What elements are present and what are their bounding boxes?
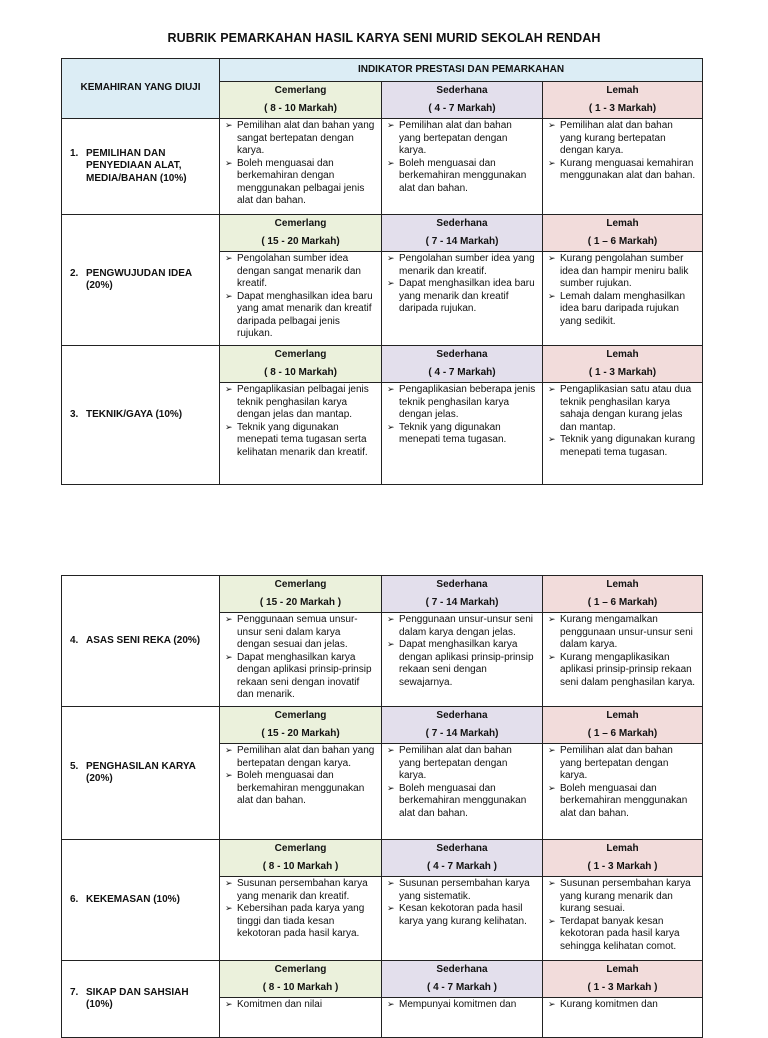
level-lemah: Lemah ( 1 - 3 Markah)	[543, 346, 703, 383]
descriptor-1-sederhana: ➢ Pemilihan alat dan bahan yang bertepatan dengan karya. ➢ Boleh menguasai dan berkemahiran menggunakan alat dan bahan.	[382, 119, 543, 215]
descriptor-5-lemah: ➢ Pemilihan alat dan bahan yang bertepatan dengan karya. ➢ Boleh menguasai dan berkemahiran menggunakan alat dan bahan.	[543, 744, 703, 840]
descriptor-2-sederhana: ➢ Pengolahan sumber idea yang menarik dan kreatif. ➢ Dapat menghasilkan idea baru yang menarik dan kreatif daripada rujukan.	[382, 252, 543, 346]
level-cemerlang: Cemerlang ( 15 - 20 Markah)	[220, 707, 382, 744]
descriptor-1-lemah: ➢ Pemilihan alat dan bahan yang kurang bertepatan dengan karya. ➢ Kurang menguasai kemahiran menggunakan alat dan bahan.	[543, 119, 703, 215]
document-title: RUBRIK PEMARKAHAN HASIL KARYA SENI MURID SEKOLAH RENDAH	[167, 31, 601, 45]
level-lemah: Lemah ( 1 – 6 Markah)	[543, 707, 703, 744]
header-skill: KEMAHIRAN YANG DIUJI	[62, 59, 220, 119]
descriptor-5-sederhana: ➢ Pemilihan alat dan bahan yang bertepatan dengan karya. ➢ Boleh menguasai dan berkemahiran menggunakan alat dan bahan.	[382, 744, 543, 840]
level-cemerlang: Cemerlang ( 8 - 10 Markah )	[220, 840, 382, 877]
level-sederhana: Sederhana ( 4 - 7 Markah)	[382, 82, 543, 119]
descriptor-1-cemerlang: ➢ Pemilihan alat dan bahan yang sangat bertepatan dengan karya. ➢ Boleh menguasai dan berkemahiran dengan menggunakan pelbagai jenis alat dan bahan.	[220, 119, 382, 215]
descriptor-3-sederhana: ➢ Pengaplikasian beberapa jenis teknik penghasilan karya dengan jelas. ➢ Teknik yang digunakan menepati tema tugasan.	[382, 383, 543, 485]
descriptor-4-sederhana: ➢ Penggunaan unsur-unsur seni dalam karya dengan jelas. ➢ Dapat menghasilkan karya dengan aplikasi prinsip-prinsip rekaan seni dengan sewajarnya.	[382, 613, 543, 707]
level-lemah: Lemah ( 1 – 6 Markah)	[543, 576, 703, 613]
descriptor-2-cemerlang: ➢ Pengolahan sumber idea dengan sangat menarik dan kreatif. ➢ Dapat menghasilkan idea baru yang amat menarik dan kreatif daripada pelbagai jenis rujukan.	[220, 252, 382, 346]
level-sederhana: Sederhana ( 4 - 7 Markah )	[382, 961, 543, 998]
criterion-1: 1. PEMILIHAN DAN PENYEDIAAN ALAT, MEDIA/BAHAN (10%)	[62, 119, 220, 215]
criterion-6: 6. KEKEMASAN (10%)	[62, 840, 220, 961]
descriptor-6-sederhana: ➢ Susunan persembahan karya yang sistematik. ➢ Kesan kekotoran pada hasil karya yang kurang kelihatan.	[382, 877, 543, 961]
descriptor-7-lemah: ➢ Kurang komitmen dan	[543, 998, 703, 1038]
level-lemah: Lemah ( 1 - 3 Markah )	[543, 961, 703, 998]
level-cemerlang: Cemerlang ( 8 - 10 Markah)	[220, 346, 382, 383]
descriptor-2-lemah: ➢ Kurang pengolahan sumber idea dan hampir meniru balik sumber rujukan. ➢ Lemah dalam menghasilkan idea baru daripada rujukan yang sedikit.	[543, 252, 703, 346]
descriptor-7-sederhana: ➢ Mempunyai komitmen dan	[382, 998, 543, 1038]
level-cemerlang: Cemerlang ( 8 - 10 Markah)	[220, 82, 382, 119]
level-cemerlang: Cemerlang ( 15 - 20 Markah )	[220, 576, 382, 613]
level-lemah: Lemah ( 1 - 3 Markah )	[543, 840, 703, 877]
level-sederhana: Sederhana ( 4 - 7 Markah )	[382, 840, 543, 877]
level-lemah: Lemah ( 1 – 6 Markah)	[543, 215, 703, 252]
level-sederhana: Sederhana ( 7 - 14 Markah)	[382, 707, 543, 744]
descriptor-7-cemerlang: ➢ Komitmen dan nilai	[220, 998, 382, 1038]
level-sederhana: Sederhana ( 7 - 14 Markah)	[382, 215, 543, 252]
level-cemerlang: Cemerlang ( 15 - 20 Markah)	[220, 215, 382, 252]
descriptor-3-lemah: ➢ Pengaplikasian satu atau dua teknik penghasilan karya sahaja dengan kurang jelas dan mantap. ➢ Teknik yang digunakan kurang menepati tema tugasan.	[543, 383, 703, 485]
descriptor-6-cemerlang: ➢ Susunan persembahan karya yang menarik dan kreatif. ➢ Kebersihan pada karya yang tinggi dan tiada kesan kekotoran pada hasil karya.	[220, 877, 382, 961]
descriptor-6-lemah: ➢ Susunan persembahan karya yang kurang menarik dan kurang sesuai. ➢ Terdapat banyak kesan kekotoran pada hasil karya sehingga kelihatan comot.	[543, 877, 703, 961]
descriptor-4-lemah: ➢ Kurang mengamalkan penggunaan unsur-unsur seni dalam karya. ➢ Kurang mengaplikasikan aplikasi prinsip-prinsip rekaan seni dalam penghasilan karya.	[543, 613, 703, 707]
descriptor-5-cemerlang: ➢ Pemilihan alat dan bahan yang bertepatan dengan karya. ➢ Boleh menguasai dan berkemahiran menggunakan alat dan bahan.	[220, 744, 382, 840]
rubric-table-part-1	[61, 58, 703, 485]
criterion-3: 3. TEKNIK/GAYA (10%)	[62, 346, 220, 485]
header-indicator: INDIKATOR PRESTASI DAN PEMARKAHAN	[220, 59, 703, 82]
criterion-2: 2. PENGWUJUDAN IDEA (20%)	[62, 215, 220, 346]
level-sederhana: Sederhana ( 4 - 7 Markah)	[382, 346, 543, 383]
level-lemah: Lemah ( 1 - 3 Markah)	[543, 82, 703, 119]
criterion-4: 4. ASAS SENI REKA (20%)	[62, 576, 220, 707]
descriptor-4-cemerlang: ➢ Penggunaan semua unsur-unsur seni dalam karya dengan sesuai dan jelas. ➢ Dapat menghasilkan karya dengan aplikasi prinsip-prinsip rekaan seni dengan inovatif dan menarik.	[220, 613, 382, 707]
rubric-table-part-2	[61, 575, 703, 1038]
descriptor-3-cemerlang: ➢ Pengaplikasian pelbagai jenis teknik penghasilan karya dengan jelas dan mantap. ➢ Teknik yang digunakan menepati tema tugasan serta kelihatan menarik dan kreatif.	[220, 383, 382, 485]
level-sederhana: Sederhana ( 7 - 14 Markah)	[382, 576, 543, 613]
criterion-7: 7. SIKAP DAN SAHSIAH (10%)	[62, 961, 220, 1038]
level-cemerlang: Cemerlang ( 8 - 10 Markah )	[220, 961, 382, 998]
criterion-5: 5. PENGHASILAN KARYA (20%)	[62, 707, 220, 840]
